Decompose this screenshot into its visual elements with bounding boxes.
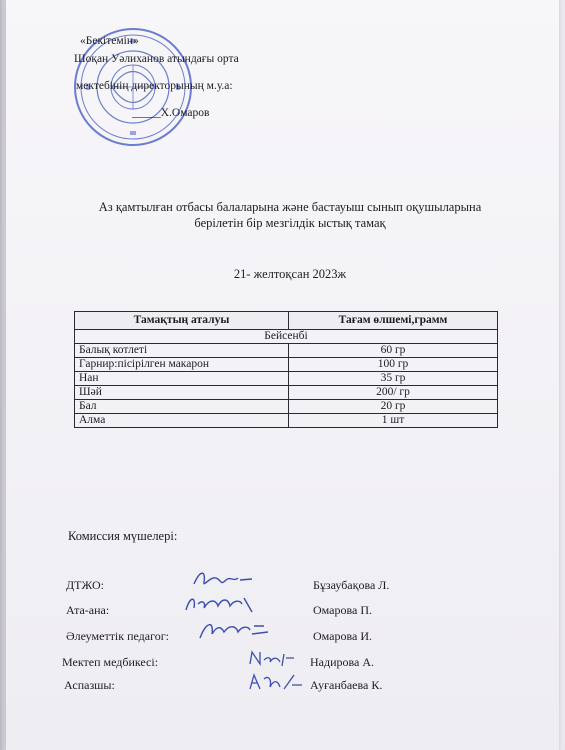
amount-cell: 200/ гр bbox=[289, 386, 498, 400]
header-item: Тамақтың аталуы bbox=[75, 312, 289, 330]
approval-line-3: мектебінің директорының м.у.а: bbox=[76, 80, 233, 92]
table-header-row bbox=[75, 312, 498, 330]
signature-role-2: Ата-ана: bbox=[66, 603, 110, 617]
signature-name-4: Надирова А. bbox=[310, 655, 375, 669]
signature-role-1: ДТЖО: bbox=[66, 578, 104, 592]
signature-mark-icon bbox=[244, 669, 306, 695]
signature-name-1: Бұзаубақова Л. bbox=[313, 578, 390, 592]
amount-cell: 20 гр bbox=[289, 400, 498, 414]
signature-role-3: Әлеуметтік педагог: bbox=[66, 629, 169, 643]
item-cell: Бал bbox=[75, 400, 289, 414]
signature-mark-icon bbox=[246, 646, 298, 670]
day-cell: Бейсенбі bbox=[75, 330, 498, 344]
signature-name-2: Омарова П. bbox=[313, 603, 373, 617]
signature-role-5: Аспазшы: bbox=[64, 678, 115, 692]
amount-cell: 35 гр bbox=[289, 372, 498, 386]
commission-heading: Комиссия мүшелері: bbox=[68, 529, 178, 543]
table-row bbox=[75, 400, 498, 414]
table-row bbox=[75, 414, 498, 428]
signature-role-4: Мектеп медбикесі: bbox=[62, 655, 159, 669]
amount-cell: 100 гр bbox=[289, 358, 498, 372]
title-line-2: берілетін бір мезгілдік ыстық тамақ bbox=[194, 216, 386, 230]
amount-cell: 1 шт bbox=[289, 414, 498, 428]
document-date: 21- желтоқсан 2023ж bbox=[233, 267, 347, 281]
header-amount: Тағам өлшемі,грамм bbox=[289, 312, 498, 330]
document-title bbox=[60, 199, 520, 231]
approval-line-1: «Бекітемін» bbox=[80, 35, 139, 47]
table-row bbox=[75, 372, 498, 386]
signature-name-3: Омарова И. bbox=[313, 629, 373, 643]
item-cell: Балық котлеті bbox=[75, 344, 289, 358]
item-cell: Нан bbox=[75, 372, 289, 386]
approval-line-4: _____Х.Омаров bbox=[132, 107, 210, 119]
item-cell: Алма bbox=[75, 414, 289, 428]
table-row bbox=[75, 358, 498, 372]
amount-cell: 60 гр bbox=[289, 344, 498, 358]
title-line-1: Аз қамтылған отбасы балаларына және бастауыш сынып оқушыларына bbox=[98, 200, 482, 214]
approval-line-2: Шоқан Уәлиханов атындағы орта bbox=[74, 53, 239, 65]
signature-mark-icon bbox=[190, 566, 260, 592]
table-row bbox=[75, 344, 498, 358]
item-cell: Шәй bbox=[75, 386, 289, 400]
signature-mark-icon bbox=[196, 614, 276, 644]
table-row bbox=[75, 386, 498, 400]
menu-table bbox=[74, 311, 498, 428]
signature-name-5: Ауғанбаева К. bbox=[310, 678, 383, 692]
day-row bbox=[75, 330, 498, 344]
item-cell: Гарнир:пісірілген макарон bbox=[75, 358, 289, 372]
